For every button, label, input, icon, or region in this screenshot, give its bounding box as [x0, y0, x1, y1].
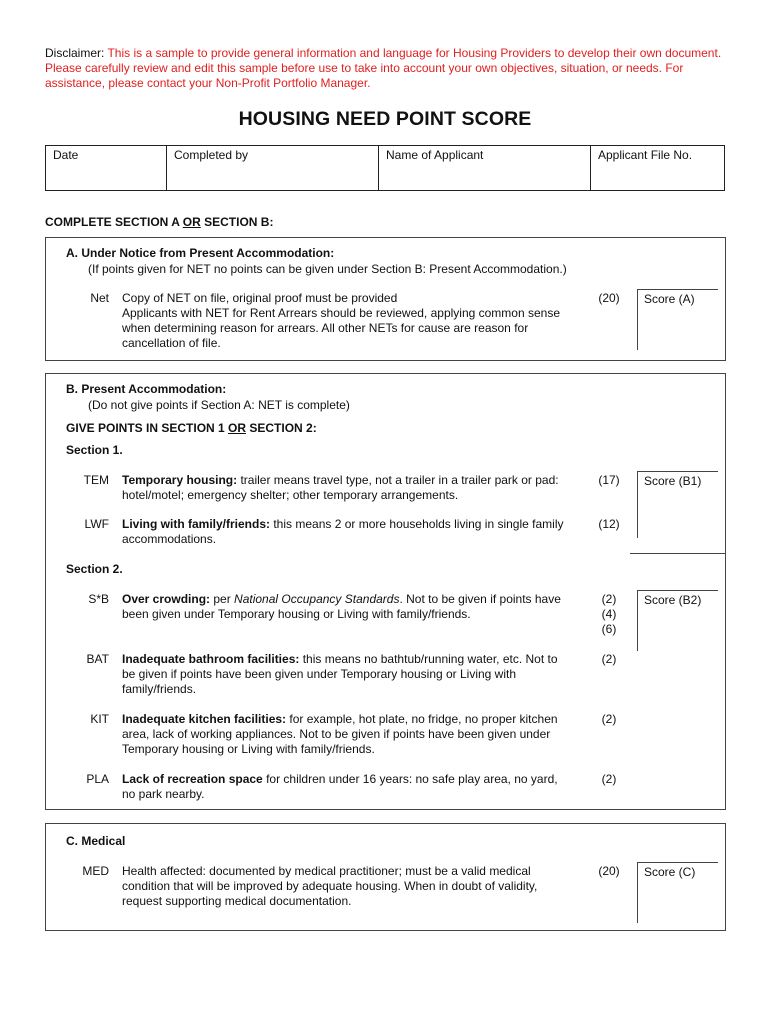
item-lwf-title: Living with family/friends: [122, 517, 271, 531]
completed-by-field[interactable] [167, 146, 379, 191]
item-sb-title: Over crowding: [122, 592, 211, 606]
item-kit-description [122, 712, 572, 757]
item-bat-text: this means no bathtub/running water, etc. Not to be given if points have been given under Temporary housing or Living with family/friends. [122, 652, 558, 696]
item-tem-title: Temporary housing: [122, 473, 238, 487]
item-sb-description [122, 592, 572, 622]
give-points-prefix: GIVE POINTS IN SECTION 1 [66, 421, 229, 435]
score-c-label: Score (C) [644, 865, 696, 879]
instruction-prefix: COMPLETE SECTION A [45, 215, 183, 229]
item-bat-description [122, 652, 572, 697]
section-2-label: Section 2. [66, 562, 123, 576]
disclaimer [45, 46, 735, 91]
section-b-box [45, 373, 726, 810]
section-a-note: (If points given for NET no points can be given under Section B: Present Accommodation.) [88, 262, 567, 276]
section-instruction [45, 215, 273, 229]
item-kit-text: for example, hot plate, no fridge, no proper kitchen area, lack of working appliances. Not to be given if points have been given under Temporary housing or Living with family/friends. [122, 712, 558, 756]
score-c-box[interactable] [637, 862, 718, 923]
item-pla-points: (2) [601, 772, 617, 786]
code-lwf: LWF [84, 517, 109, 531]
item-sb-standards: National Occupancy Standards [234, 592, 400, 606]
item-tem-text: trailer means travel type, not a trailer in a trailer park or pad: hotel/motel; emergency shelter; other temporary arrangements. [122, 473, 559, 502]
disclaimer-text: This is a sample to provide general information and language for Housing Providers to develop their own document. Please carefully review and edit this sample before use to take into account your own objectives, situation, or needs. For assistance, please contact your Non-Profit Portfolio Manager. [45, 46, 722, 90]
section-a-box [45, 237, 726, 361]
item-sb-points-4: (4) [601, 607, 617, 621]
code-pla: PLA [86, 772, 109, 786]
item-tem-description [122, 473, 572, 503]
item-sb-text-a: per [210, 592, 235, 606]
item-sb-text-b: . Not to be given if points have been given under Temporary housing or Living with family/friends. [122, 592, 561, 621]
score-b1-underline [630, 553, 725, 554]
item-bat-title: Inadequate bathroom facilities: [122, 652, 300, 666]
section-c-description: Health affected: documented by medical practitioner; must be a valid medical condition that will be improved by adequate housing. When in doubt of validity, request supporting medical documentation. [122, 864, 538, 908]
item-tem-points: (17) [598, 473, 620, 487]
applicant-name-label: Name of Applicant [386, 148, 484, 162]
code-sb: S*B [88, 592, 109, 606]
score-b2-box[interactable] [637, 590, 718, 651]
item-bat-points: (2) [601, 652, 617, 666]
section-1-label: Section 1. [66, 443, 123, 457]
give-points-or: OR [228, 421, 247, 435]
section-c-heading: C. Medical [66, 834, 126, 848]
page-title: HOUSING NEED POINT SCORE [238, 108, 532, 130]
section-a-points: (20) [598, 291, 620, 305]
score-b1-box[interactable] [637, 471, 718, 538]
section-b-heading: B. Present Accommodation: [66, 382, 227, 396]
applicant-header-table [45, 145, 725, 191]
section-a-heading: A. Under Notice from Present Accommodation: [66, 246, 335, 260]
section-b-note: (Do not give points if Section A: NET is complete) [88, 398, 350, 412]
give-points-instruction [66, 421, 317, 435]
completed-by-label: Completed by [174, 148, 249, 162]
item-sb-points-2: (2) [601, 592, 617, 606]
applicant-name-field[interactable] [379, 146, 591, 191]
section-c-points: (20) [598, 864, 620, 878]
give-points-suffix: SECTION 2: [246, 421, 317, 435]
item-lwf-points: (12) [598, 517, 620, 531]
code-med: MED [82, 864, 109, 878]
item-pla-description [122, 772, 572, 802]
item-sb-points [591, 592, 627, 637]
score-a-label: Score (A) [644, 292, 695, 306]
date-label: Date [53, 148, 79, 162]
file-no-label: Applicant File No. [598, 148, 693, 162]
disclaimer-label: Disclaimer: [45, 46, 105, 60]
instruction-or: OR [182, 215, 201, 229]
item-pla-text: for children under 16 years: no safe play area, no yard, no park nearby. [122, 772, 558, 801]
item-lwf-text: this means 2 or more households living in single family accommodations. [122, 517, 564, 546]
item-pla-title: Lack of recreation space [122, 772, 263, 786]
date-field[interactable] [46, 146, 167, 191]
score-a-box[interactable] [637, 289, 718, 350]
file-no-field[interactable] [591, 146, 725, 191]
score-b1-label: Score (B1) [644, 474, 702, 488]
score-b2-label: Score (B2) [644, 593, 702, 607]
item-kit-title: Inadequate kitchen facilities: [122, 712, 287, 726]
code-net: Net [90, 291, 109, 305]
code-bat: BAT [86, 652, 109, 666]
item-lwf-description [122, 517, 572, 547]
code-kit: KIT [90, 712, 109, 726]
item-sb-points-6: (6) [601, 622, 617, 636]
item-kit-points: (2) [601, 712, 617, 726]
section-c-box [45, 823, 726, 931]
section-a-description: Copy of NET on file, original proof must be provided Applicants with NET for Rent Arrears should be reviewed, applying common sense when determining reason for arrears. All other NETs for cause are reason for cancellation of file. [122, 291, 560, 350]
code-tem: TEM [83, 473, 109, 487]
instruction-suffix: SECTION B: [200, 215, 274, 229]
